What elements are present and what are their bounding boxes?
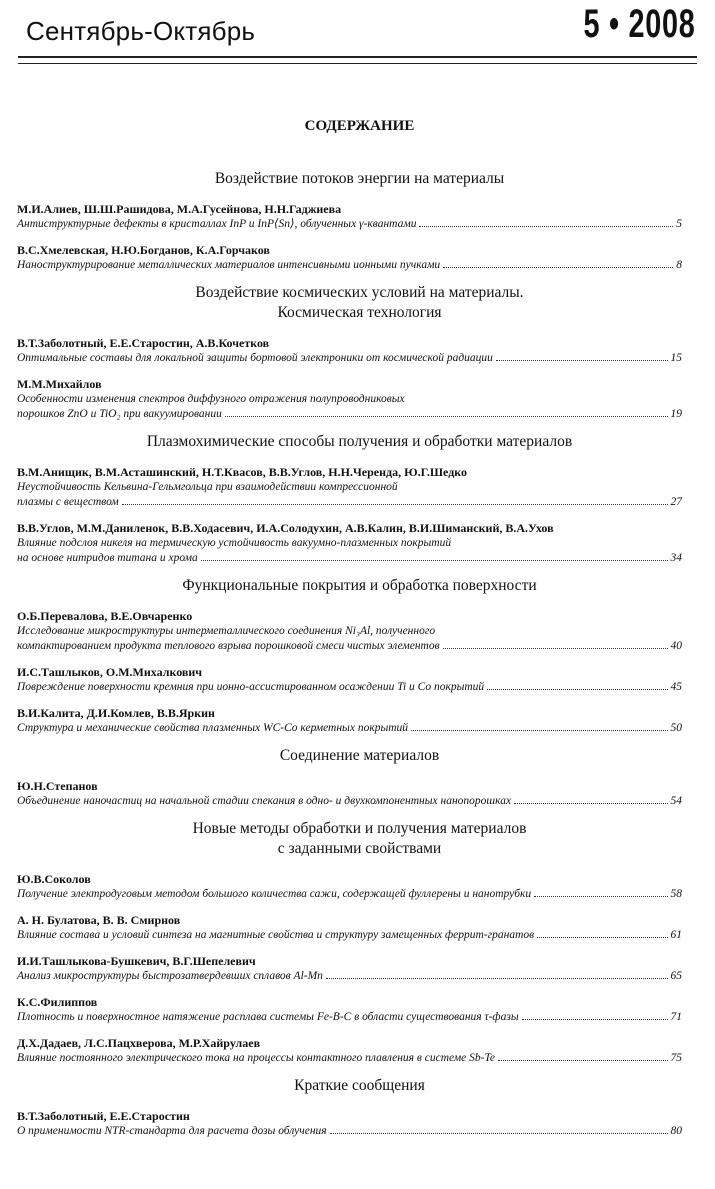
dot-leader xyxy=(496,360,668,361)
article-title-line: плазмы с веществом xyxy=(17,496,119,508)
article-title-line: Плотность и поверхностное натяжение расплава системы Fe-B-C в области существования τ-фазы xyxy=(17,1011,519,1023)
article-authors: О.Б.Перевалова, В.Е.Овчаренко xyxy=(17,609,193,623)
toc-entry[interactable] xyxy=(17,664,682,695)
toc-entry[interactable] xyxy=(17,1108,682,1139)
article-title-row xyxy=(17,794,682,809)
toc-section xyxy=(17,819,682,1066)
section-title xyxy=(17,746,682,766)
page-number: 40 xyxy=(670,640,682,652)
dot-leader xyxy=(122,504,668,505)
section-title xyxy=(17,432,682,452)
toc-section xyxy=(17,576,682,736)
article-authors: В.М.Анищик, В.М.Асташинский, Н.Т.Квасов, В.В.Углов, Н.Н.Черенда, Ю.Г.Шедко xyxy=(17,465,468,479)
toc-sections xyxy=(17,169,682,1139)
toc-entry[interactable] xyxy=(17,520,682,566)
article-title-line: Неустойчивость Кельвина-Гельмгольца при взаимодействии компрессионной xyxy=(17,481,398,493)
section-title-line: Воздействие космических условий на материалы. xyxy=(195,284,524,301)
article-title-row xyxy=(17,1124,682,1139)
page-number: 15 xyxy=(670,352,682,364)
page-number: 19 xyxy=(670,408,682,420)
dot-leader xyxy=(534,896,667,897)
dot-leader xyxy=(537,937,667,938)
page-number: 61 xyxy=(670,929,682,941)
toc-section xyxy=(17,1076,682,1139)
page-number: 75 xyxy=(670,1052,682,1064)
article-title-line: Влияние подслоя никеля на термическую устойчивость вакуумно-плазменных покрытий xyxy=(17,537,452,549)
article-title-row xyxy=(17,1051,682,1066)
article-title-line: Влияние состава и условий синтеза на магнитные свойства и структуру замещенных феррит-гранатов xyxy=(17,929,535,941)
article-title-row xyxy=(17,1010,682,1025)
article-title-row xyxy=(17,680,682,695)
toc-entry[interactable] xyxy=(17,201,682,232)
article-authors: И.С.Ташлыков, О.М.Михалкович xyxy=(17,665,203,679)
article-title-row xyxy=(17,258,682,273)
section-title-line: с заданными свойствами xyxy=(277,840,442,857)
article-title-row xyxy=(17,928,682,943)
toc-entry[interactable] xyxy=(17,464,682,510)
toc-section xyxy=(17,169,682,273)
article-title-row xyxy=(17,495,682,510)
issue-month: Сентябрь-Октябрь xyxy=(26,16,256,46)
page-header xyxy=(18,0,697,60)
dot-leader xyxy=(201,560,668,561)
page-number: 50 xyxy=(670,722,682,734)
toc-entry[interactable] xyxy=(17,1035,682,1066)
article-authors: Ю.Н.Степанов xyxy=(17,779,98,793)
dot-leader xyxy=(443,267,673,268)
toc-entry[interactable] xyxy=(17,335,682,366)
dot-leader xyxy=(514,803,667,804)
section-title xyxy=(17,576,682,596)
toc-section xyxy=(17,432,682,566)
page-number: 45 xyxy=(670,681,682,693)
toc-entry[interactable] xyxy=(17,242,682,273)
article-authors: М.И.Алиев, Ш.Ш.Рашидова, М.А.Гусейнова, Н.Н.Гаджиева xyxy=(17,202,342,216)
page-number: 65 xyxy=(670,970,682,982)
article-title-line: Оптимальные составы для локальной защиты бортовой электроники от космической радиации xyxy=(17,352,493,364)
article-title-row xyxy=(17,351,682,366)
section-title-line: Функциональные покрытия и обработка поверхности xyxy=(182,577,537,594)
article-title-line: на основе нитридов титана и хрома xyxy=(17,552,198,564)
page-number: 8 xyxy=(676,259,682,271)
toc-section xyxy=(17,746,682,809)
page-number: 34 xyxy=(670,552,682,564)
section-title xyxy=(17,819,682,859)
dot-leader xyxy=(326,978,668,979)
toc-entry[interactable] xyxy=(17,953,682,984)
article-title-line: Получение электродуговым методом большого количества сажи, содержащей фуллерены и нанотрубки xyxy=(17,888,532,900)
table-of-contents xyxy=(17,118,682,1149)
section-title-line: Новые методы обработки и получения материалов xyxy=(192,820,527,837)
toc-entry[interactable] xyxy=(17,912,682,943)
article-title-row xyxy=(17,551,682,566)
section-title-line: Воздействие потоков энергии на материалы xyxy=(214,170,505,187)
article-authors: В.С.Хмелевская, Н.Ю.Богданов, К.А.Горчаков xyxy=(17,243,270,257)
dot-leader xyxy=(411,730,667,731)
article-title-line: Повреждение поверхности кремния при ионно-ассистированном осаждении Ti и Co покрытий xyxy=(17,681,485,693)
toc-entry[interactable] xyxy=(17,778,682,809)
header-rule-thin xyxy=(18,63,697,64)
section-title xyxy=(17,169,682,189)
article-title-row xyxy=(17,887,682,902)
page-number: 80 xyxy=(670,1125,682,1137)
article-title-line: компактированием продукта теплового взрыва порошковой смеси чистых элементов xyxy=(17,640,440,652)
dot-leader xyxy=(225,416,668,417)
article-title-row xyxy=(17,969,682,984)
dot-leader xyxy=(419,226,673,227)
section-title xyxy=(17,283,682,323)
page-number: 58 xyxy=(670,888,682,900)
article-authors: М.М.Михайлов xyxy=(17,377,102,391)
article-title-line: О применимости NTR-стандарта для расчета дозы облучения xyxy=(17,1125,327,1137)
section-title-line: Соединение материалов xyxy=(279,747,440,764)
toc-entry[interactable] xyxy=(17,608,682,654)
issue-number: 5 • 2008 xyxy=(583,2,695,46)
article-authors: Ю.В.Соколов xyxy=(17,872,91,886)
page-number: 54 xyxy=(670,795,682,807)
toc-entry[interactable] xyxy=(17,871,682,902)
toc-title: СОДЕРЖАНИЕ xyxy=(304,118,415,134)
article-authors: В.Т.Заболотный, Е.Е.Старостин xyxy=(17,1109,190,1123)
dot-leader xyxy=(443,648,668,649)
section-title xyxy=(17,1076,682,1096)
toc-entry[interactable] xyxy=(17,705,682,736)
toc-entry[interactable] xyxy=(17,376,682,422)
article-title-line: Исследование микроструктуры интерметаллического соединения Ni₃Al, полученного xyxy=(17,625,436,637)
toc-entry[interactable] xyxy=(17,994,682,1025)
article-title-line: порошков ZnO и TiO₂ при вакуумировании xyxy=(17,408,222,420)
article-title-line: Структура и механические свойства плазменных WC-Co керметных покрытий xyxy=(17,722,409,734)
article-authors: Д.Х.Дадаев, Л.С.Пацхверова, М.Р.Хайрулаев xyxy=(17,1036,261,1050)
article-title-line: Анализ микроструктуры быстрозатвердевших сплавов Al-Mn xyxy=(17,970,323,982)
toc-section xyxy=(17,283,682,422)
header-rule-thick xyxy=(18,56,697,58)
section-title-line: Краткие сообщения xyxy=(294,1077,425,1094)
article-title-line: Особенности изменения спектров диффузного отражения полупроводниковых xyxy=(17,393,405,405)
article-authors: В.И.Калита, Д.И.Комлев, В.В.Яркин xyxy=(17,706,215,720)
section-title-line: Космическая технология xyxy=(277,304,442,321)
section-title-line: Плазмохимические способы получения и обработки материалов xyxy=(146,433,573,450)
article-title-line: Влияние постоянного электрического тока на процессы контактного плавления в системе Sb-Te xyxy=(17,1052,495,1064)
article-authors: К.С.Филиппов xyxy=(17,995,98,1009)
page-number: 27 xyxy=(670,496,682,508)
article-authors: И.И.Ташлыкова-Бушкевич, В.Г.Шепелевич xyxy=(17,954,256,968)
page-number: 5 xyxy=(676,218,682,230)
page-number: 71 xyxy=(670,1011,682,1023)
article-title-row xyxy=(17,721,682,736)
article-authors: А. Н. Булатова, В. В. Смирнов xyxy=(17,913,181,927)
article-authors: В.Т.Заболотный, Е.Е.Старостин, А.В.Кочетков xyxy=(17,336,270,350)
article-title-line: Антиструктурные дефекты в кристаллах InP и InP⟨Sn⟩, облученных γ-квантами xyxy=(17,218,417,230)
dot-leader xyxy=(330,1133,668,1134)
dot-leader xyxy=(522,1019,668,1020)
article-title-row xyxy=(17,407,682,422)
article-title-line: Наноструктурирование металлических материалов интенсивными ионными пучками xyxy=(17,259,441,271)
article-authors: В.В.Углов, М.М.Даниленок, В.В.Ходасевич, И.А.Солодухин, А.В.Калин, В.И.Шиманский, В.А.Ухов xyxy=(17,521,554,535)
article-title-row xyxy=(17,217,682,232)
article-title-row xyxy=(17,639,682,654)
dot-leader xyxy=(487,689,667,690)
dot-leader xyxy=(498,1060,668,1061)
article-title-line: Объединение наночастиц на начальной стадии спекания в одно- и двухкомпонентных нанопорошках xyxy=(17,795,512,807)
